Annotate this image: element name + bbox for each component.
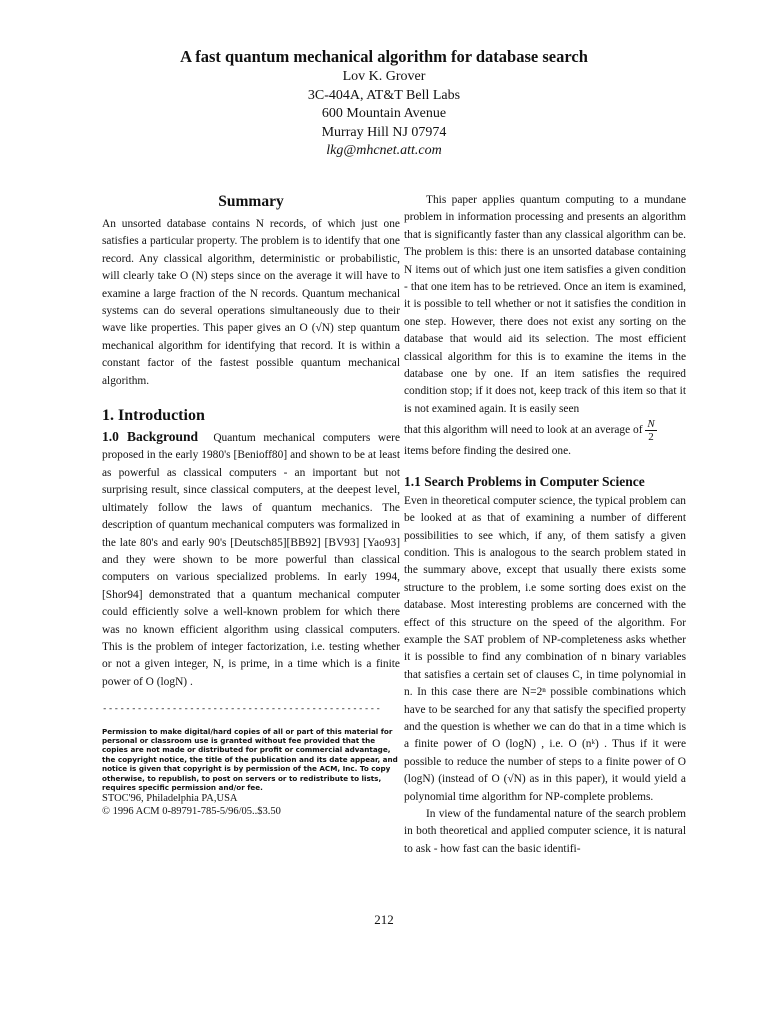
affiliation-line-1: 3C-404A, AT&T Bell Labs [307, 87, 461, 103]
right-paragraph-1-end: items before finding the desired one. [404, 445, 572, 458]
search-problems-paragraph: Even in theoretical computer science, the typical problem can be looked at as that of examining a number of different possibilities to see which, if any, of them satisfy a given condition. This is analogous to the search problem stated in the summary above, except that usually there exists some structure to the problem, i.e some sorting does exist on the database. Most interesting problems are concerned with the effect of this structure on the speed of the algorithm. For example the SAT problem of NP-completeness asks whether it is possible to find any combination of n binary variables that satisfies a certain set of clauses C, in time polynomial in n. In this case there are N=2ⁿ possible combinations which have to be searched for any that satisfy the specified property and the question is whether we can do that in a time which is a finite power of O (logN) , i.e. O (nᵏ) . Thus if it were possible to reduce the number of steps to a finite power of O (logN) (instead of O (√N) as in this paper), it would yield a polynomial time algorithm for NP-complete problems. [404, 494, 686, 803]
conference-line: STOC'96, Philadelphia PA,USA [102, 793, 238, 805]
search-problems-heading: 1.1 Search Problems in Computer Science [404, 473, 645, 489]
left-column [102, 192, 400, 818]
average-text: that this algorithm will need to look at an average of [404, 424, 643, 437]
background-paragraph [102, 428, 400, 691]
search-problems-paragraph-2: In view of the fundamental nature of the search problem in both theoretical and applied computer science, it is natural to ask - how fast can the basic identifi- [404, 808, 686, 855]
right-paragraph-1-continued [404, 418, 686, 443]
summary-text: An unsorted database contains N records, of which just one satisfies a particular property. The problem is to identify that one record. Any classical algorithm, deterministic or probabilistic, will clearly take O (N) steps since on the average it will have to examine a large fraction of the N records. Quantum mechanical systems can do several operations simultaneously due to their wave like properties. This paper gives an O (√N) step quantum mechanical algorithm for identifying that record. It is within a constant factor of the fastest possible quantum mechanical algorithm. [102, 218, 400, 387]
introduction-heading: 1. Introduction [102, 407, 205, 425]
copyright-line: © 1996 ACM 0-89791-785-5/96/05..$3.50 [102, 806, 281, 818]
page-number: 212 [374, 912, 394, 927]
background-text: Quantum mechanical computers were proposed in the early 1980's [Benioff80] and shown to be at least as powerful as classical computers - an important but not surprising result, since classical computers, at the deepest level, ultimately follow the laws of quantum mechanics. The description of quantum mechanical computers was formalized in the late 80's and early 90's [Deutsch85][BB92] [BV93] [Yao93] and they were shown to be more powerful than classical computers on various specialized problems. In early 1994, [Shor94] demonstrated that a quantum mechanical computer could efficiently solve a well-known problem for which there was no known efficient algorithm using classical computers. This is the problem of integer factorization, i.e. testing whether or not a given integer, N, is prime, in a time which is a finite power of O (logN) . [102, 432, 401, 688]
affiliation-line-3: Murray Hill NJ 07974 [321, 124, 447, 140]
footnote-separator: ------------------------------------------------ [102, 704, 382, 715]
author-name: Lov K. Grover [342, 69, 426, 84]
summary-heading: Summary [218, 193, 284, 210]
right-paragraph-1: This paper applies quantum computing to a mundane problem in information processing and presents an algorithm that is significantly faster than any classical algorithm can be. The problem is this: there is an unsorted database containing N items out of which just one item satisfies a given condition - that one item has to be retrieved. Once an item is examined, it is possible to tell whether or not it satisfies the condition in one step. However, there does not exist any sorting on the database that would aid its selection. The most efficient classical algorithm for this is to examine the items in the database one by one. If an item satisfies the required condition stop; if it does not, keep track of this item so that it is not examined again. It is easily seen [404, 194, 686, 415]
paper-title: A fast quantum mechanical algorithm for database search [180, 47, 588, 66]
fraction-denominator: 2 [648, 431, 654, 444]
paper-header [0, 46, 768, 161]
permission-notice: Permission to make digital/hard copies of all or part of this material for personal or classroom use is granted without fee provided that the copies are not made or distributed for profit or commercial advantage, the copyright notice, the title of the publication and its date appear, and notice is given that copyright is by permission of the ACM, Inc. To copy otherwise, to republish, to post on servers or to redistribute to lists, requires specific permission and/or fee. [102, 726, 398, 792]
fraction-numerator: N [647, 418, 655, 431]
right-column [404, 192, 686, 858]
author-email: lkg@mhcnet.att.com [326, 143, 442, 158]
affiliation-line-2: 600 Mountain Avenue [321, 106, 447, 121]
background-subheading: 1.0 Background [102, 429, 199, 445]
n-over-2-fraction [645, 418, 656, 443]
